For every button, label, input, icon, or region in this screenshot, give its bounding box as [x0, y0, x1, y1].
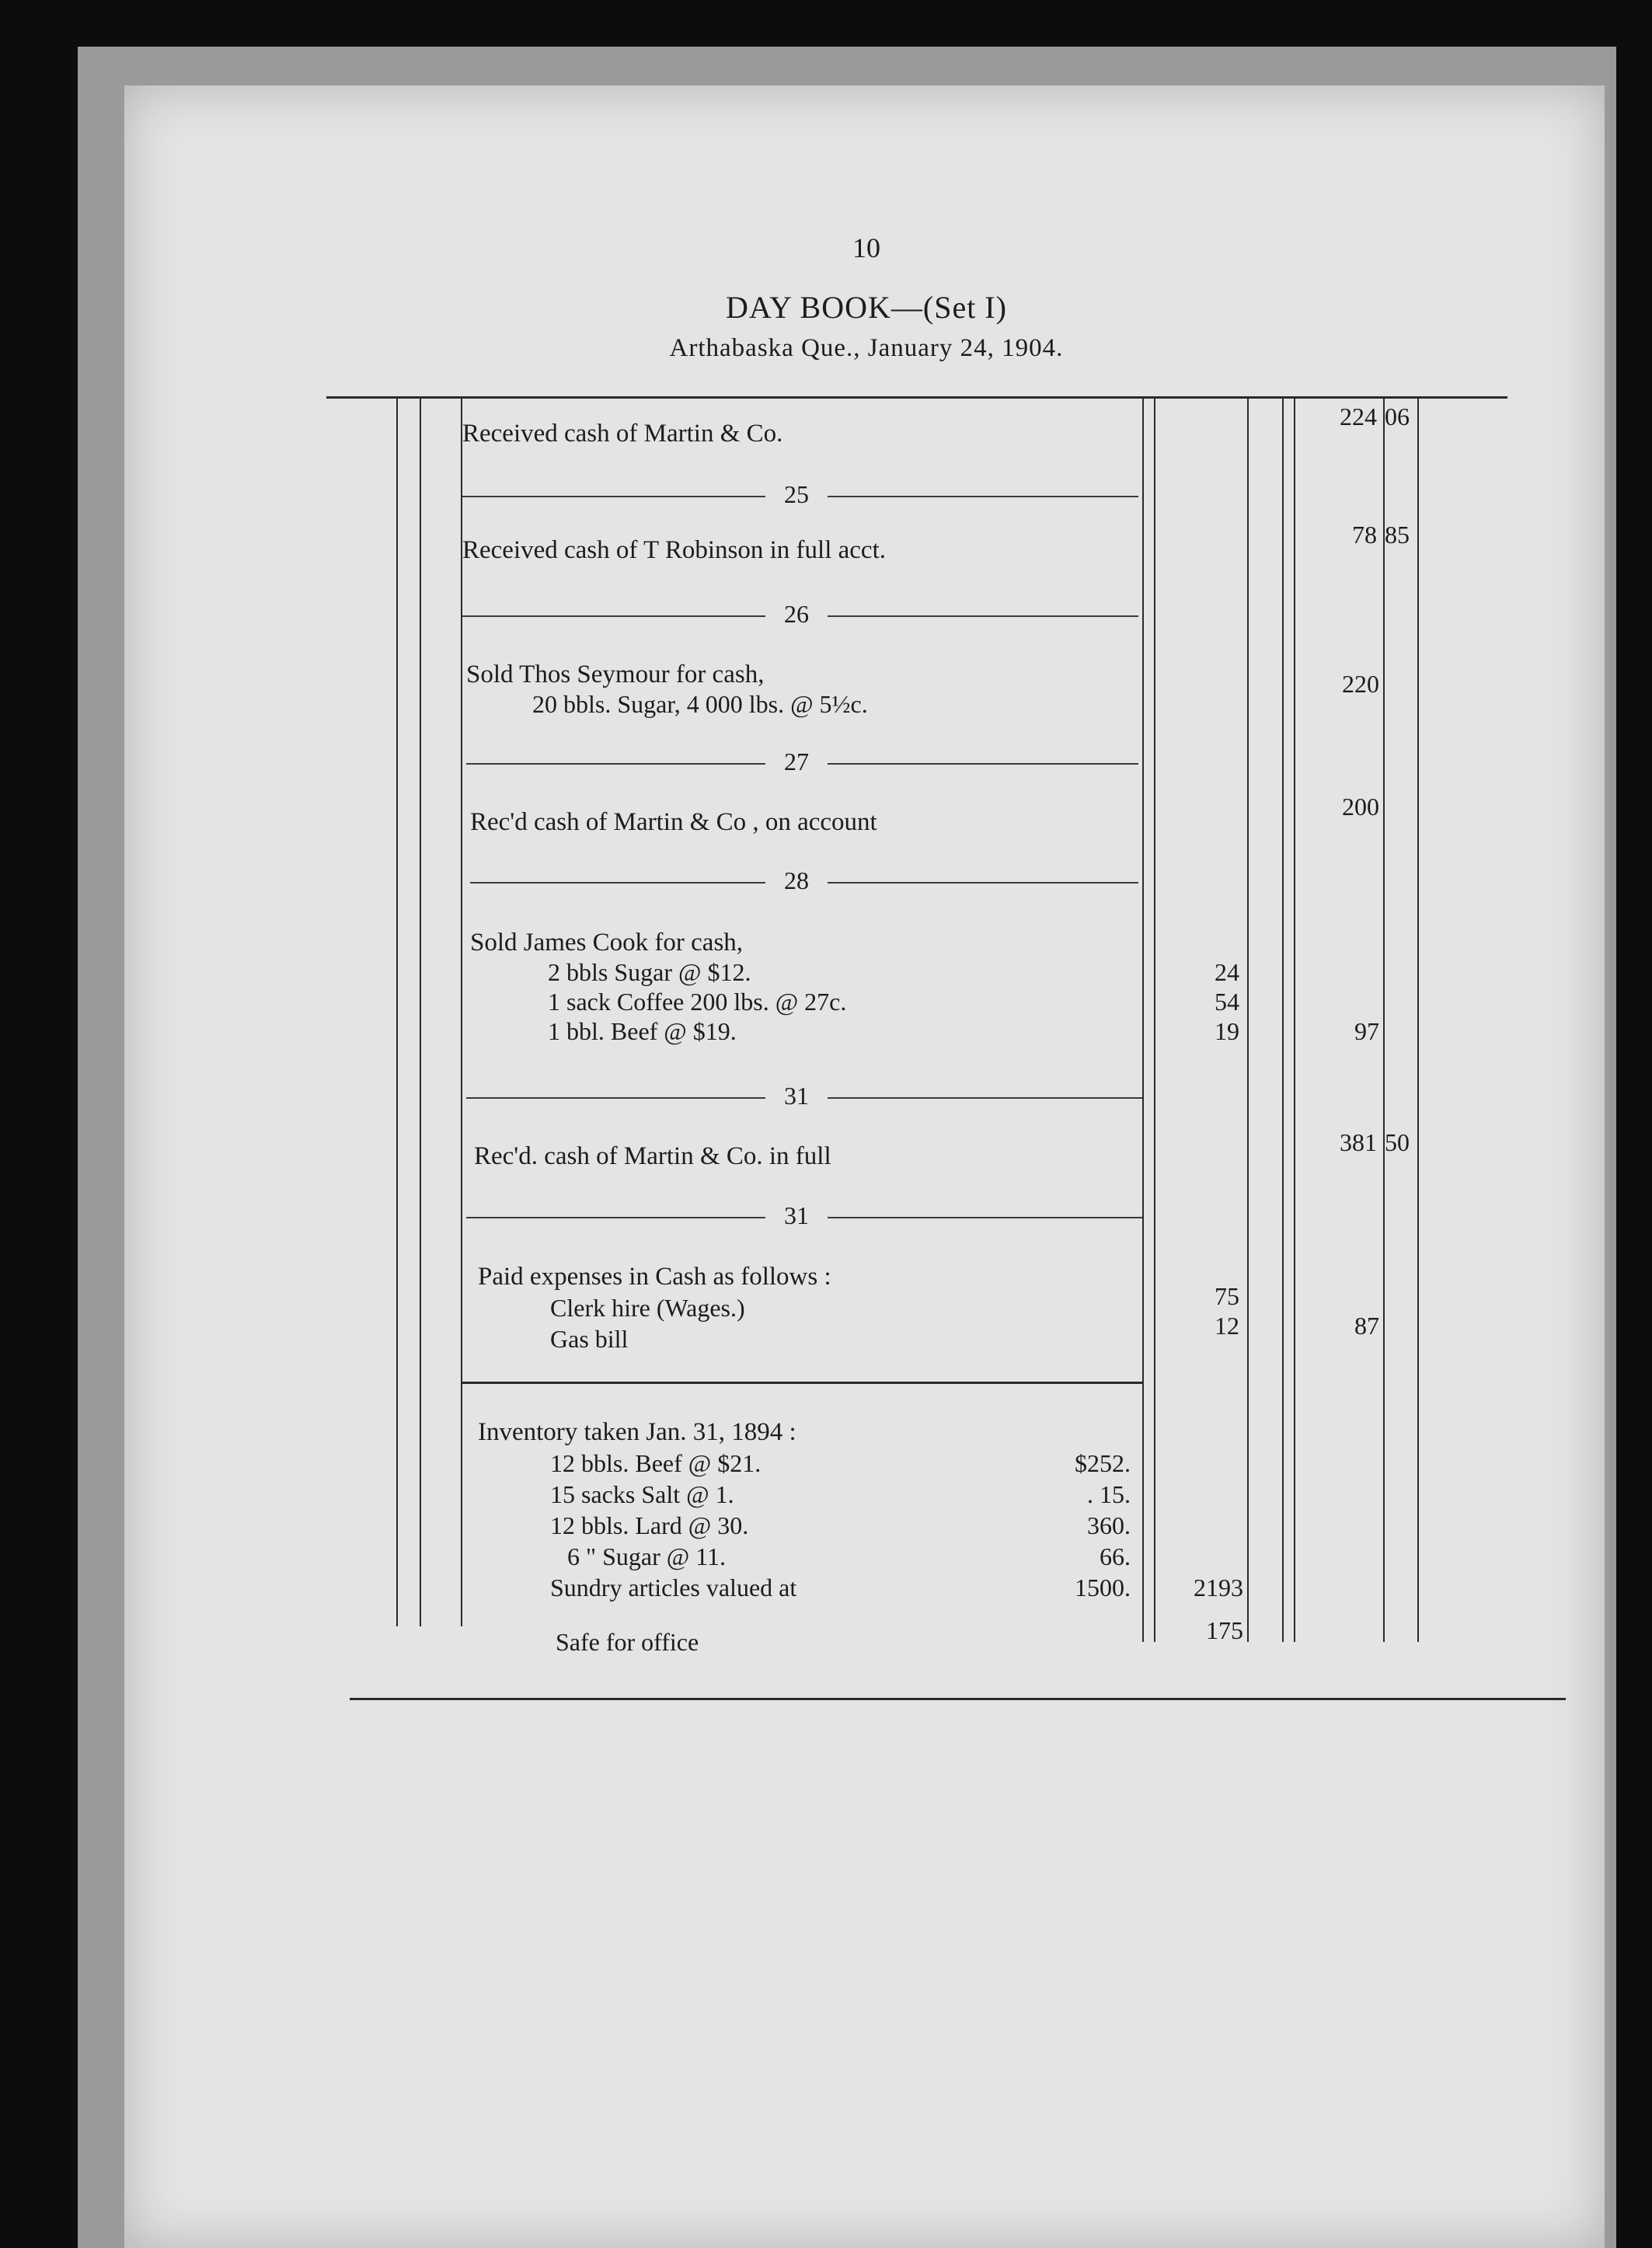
amount-cents: 85 — [1385, 521, 1410, 549]
item-value: . 15. — [1087, 1480, 1131, 1508]
entry-sold-seymour-detail: 20 bbls. Sugar, 4 000 lbs. @ 5½c. — [532, 690, 868, 718]
item-amount: 75 — [1215, 1282, 1239, 1310]
page-subtitle: Arthabaska Que., January 24, 1904. — [669, 334, 1064, 362]
date-28: 28 — [784, 866, 809, 894]
entry-inventory: Inventory taken Jan. 31, 1894 : — [478, 1418, 796, 1446]
item-amount: 54 — [1215, 988, 1239, 1016]
date-31: 31 — [784, 1201, 809, 1229]
date-27: 27 — [784, 748, 809, 775]
amount-dollars: 224 — [1340, 403, 1377, 430]
entry-sold-seymour: Sold Thos Seymour for cash, — [466, 660, 765, 688]
list-item: Sundry articles valued at — [550, 1574, 797, 1601]
entry-received-martin-account: Rec'd cash of Martin & Co , on account — [470, 808, 877, 836]
entry-sold-cook: Sold James Cook for cash, — [470, 929, 744, 957]
item-amount: 24 — [1215, 958, 1239, 986]
item-value: 1500. — [1075, 1574, 1131, 1601]
entry-received-martin: Received cash of Martin & Co. — [462, 420, 783, 448]
ledger-page — [124, 85, 1605, 2248]
item-amount: 19 — [1215, 1017, 1239, 1045]
list-item: 1 sack Coffee 200 lbs. @ 27c. — [548, 988, 847, 1016]
entry-received-martin-full: Rec'd. cash of Martin & Co. in full — [474, 1142, 831, 1170]
page-title: DAY BOOK—(Set I) — [726, 290, 1007, 325]
amount-cents: 06 — [1385, 403, 1410, 430]
amount-dollars: 97 — [1354, 1017, 1379, 1045]
amount-dollars: 87 — [1354, 1312, 1379, 1340]
inventory-total: 2193 — [1194, 1574, 1243, 1601]
page-number: 10 — [852, 232, 880, 263]
list-item: 1 bbl. Beef @ $19. — [548, 1017, 737, 1045]
entry-received-robinson: Received cash of T Robinson in full acct. — [462, 536, 886, 564]
item-value: $252. — [1075, 1449, 1131, 1477]
safe-amount: 175 — [1206, 1616, 1243, 1644]
list-item: Clerk hire (Wages.) — [550, 1294, 745, 1322]
safe-entry: Safe for office — [556, 1628, 699, 1656]
list-item: 12 bbls. Lard @ 30. — [550, 1511, 749, 1539]
amount-dollars: 200 — [1342, 793, 1379, 821]
entry-paid-expenses: Paid expenses in Cash as follows : — [478, 1263, 831, 1291]
date-31: 31 — [784, 1082, 809, 1110]
amount-dollars: 220 — [1342, 670, 1379, 698]
list-item: 12 bbls. Beef @ $21. — [550, 1449, 762, 1477]
item-value: 360. — [1087, 1511, 1131, 1539]
item-value: 66. — [1100, 1542, 1131, 1570]
date-25: 25 — [784, 480, 809, 508]
list-item: Gas bill — [550, 1325, 629, 1353]
list-item: 2 bbls Sugar @ $12. — [548, 958, 751, 986]
date-26: 26 — [784, 600, 809, 628]
amount-cents: 50 — [1385, 1128, 1410, 1156]
amount-dollars: 381 — [1340, 1128, 1377, 1156]
list-item: 15 sacks Salt @ 1. — [550, 1480, 734, 1508]
list-item: 6 " Sugar @ 11. — [567, 1542, 726, 1570]
amount-dollars: 78 — [1352, 521, 1377, 549]
item-amount: 12 — [1215, 1312, 1239, 1340]
